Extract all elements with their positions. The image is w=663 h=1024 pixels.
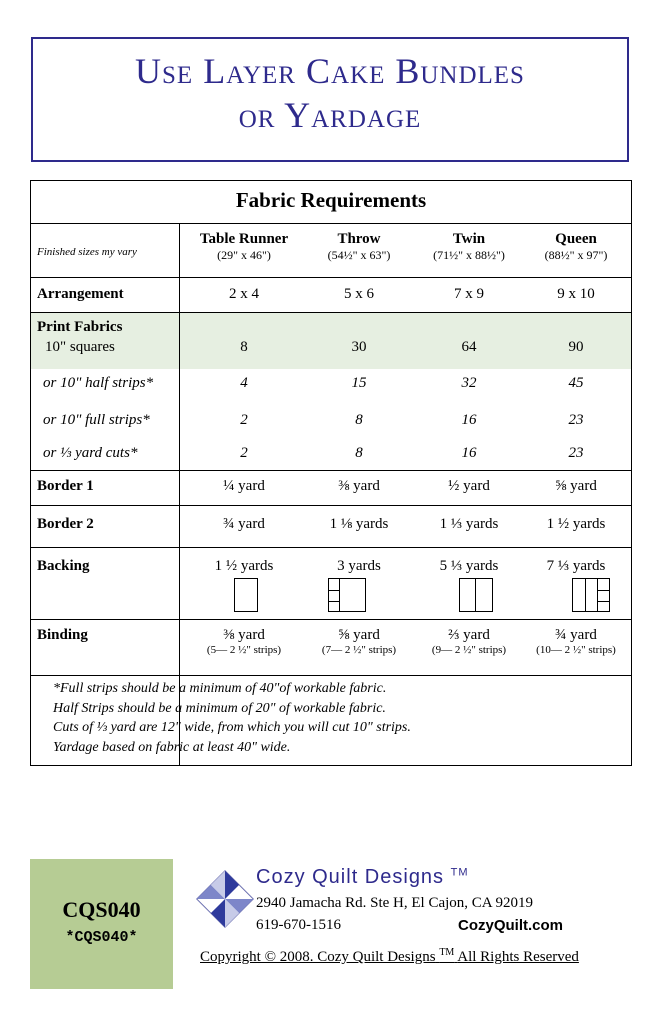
table-cell: ⅔ yard (9— 2 ½" strips) — [431, 627, 507, 656]
backing-diagram-three-panel-icon — [572, 578, 610, 612]
title-line-1: Use Layer Cake Bundles — [135, 51, 525, 91]
column-header: Twin (71½" x 88½") — [433, 231, 505, 262]
table-cell: 2 — [240, 412, 248, 428]
row-label-border-2: Border 2 — [37, 516, 94, 532]
footnote: *Full strips should be a minimum of 40"of workable fabric. — [53, 681, 387, 696]
copyright: Copyright © 2008. Cozy Quilt Designs ™ All Rights Reserved — [200, 947, 579, 965]
table-cell: 64 — [461, 339, 477, 355]
table-cell: 32 — [461, 375, 477, 391]
table-cell: 16 — [461, 445, 477, 461]
table-cell: ¾ yard — [223, 516, 265, 532]
barcode-text: *CQS040* — [65, 929, 138, 946]
row-label-border-1: Border 1 — [37, 478, 94, 494]
row-label-squares: 10" squares — [45, 339, 115, 355]
table-cell: ⅜ yard (5— 2 ½" strips) — [206, 627, 282, 656]
column-header: Table Runner (29" x 46") — [199, 231, 289, 262]
fabric-requirements-table — [30, 180, 632, 766]
table-cell: ¼ yard — [223, 478, 265, 494]
table-cell: 8 — [355, 412, 363, 428]
table-cell: 1 ⅛ yards — [329, 516, 389, 532]
company-website[interactable]: CozyQuilt.com — [458, 917, 564, 934]
table-cell: 1 ½ yards — [546, 516, 606, 532]
company-phone: 619-670-1516 — [256, 917, 341, 933]
column-header: Throw (54½" x 63") — [327, 231, 391, 262]
footnote: Half Strips should be a minimum of 20" of workable fabric. — [53, 700, 386, 716]
table-cell: ½ yard — [448, 478, 490, 494]
backing-diagram-split-panel-icon — [459, 578, 493, 612]
product-code-box — [30, 859, 173, 989]
table-cell: ⅜ yard — [338, 478, 380, 494]
table-cell: 9 x 10 — [557, 286, 595, 302]
table-heading: Fabric Requirements — [235, 188, 427, 212]
table-cell: 7 ⅓ yards — [546, 558, 606, 574]
column-header: Queen (88½" x 97") — [544, 231, 608, 262]
table-cell: 1 ½ yards — [214, 558, 274, 574]
table-cell: 3 yards — [337, 558, 381, 574]
row-label-binding: Binding — [37, 627, 88, 643]
table-cell: 15 — [351, 375, 367, 391]
table-cell: 23 — [568, 445, 584, 461]
table-cell: 1 ⅓ yards — [439, 516, 499, 532]
title-box — [31, 37, 629, 162]
table-cell: 2 — [240, 445, 248, 461]
row-label-arrangement: Arrangement — [37, 286, 124, 302]
footnote: Cuts of ⅓ yard are 12" wide, from which you will cut 10" strips. — [53, 720, 411, 735]
table-cell: ⅝ yard (7— 2 ½" strips) — [321, 627, 397, 656]
row-label-backing: Backing — [37, 558, 90, 574]
table-cell: 90 — [568, 339, 584, 355]
row-label-print-fabrics: Print Fabrics — [37, 319, 123, 335]
table-cell: ⅝ yard — [555, 478, 597, 494]
pinwheel-logo-icon — [196, 870, 254, 928]
title-line-2: or Yardage — [238, 95, 422, 135]
table-cell: 7 x 9 — [454, 286, 484, 302]
backing-diagram-two-panel-icon — [328, 578, 366, 612]
footnote: Yardage based on fabric at least 40" wide. — [53, 739, 291, 755]
table-cell: 16 — [461, 412, 477, 428]
row-label-third-yard: or ⅓ yard cuts* — [43, 445, 138, 461]
footnotes — [53, 679, 411, 757]
row-label-half-strips: or 10" half strips* — [43, 375, 154, 391]
trademark: TM — [450, 866, 469, 879]
table-cell: 30 — [351, 339, 367, 355]
row-label-full-strips: or 10" full strips* — [43, 412, 150, 428]
backing-diagram-one-panel-icon — [234, 578, 258, 612]
company-name: Cozy Quilt Designs ™ — [256, 866, 469, 888]
table-cell: 8 — [355, 445, 363, 461]
table-cell: 45 — [568, 375, 584, 391]
table-cell: 5 x 6 — [344, 286, 374, 302]
sizes-note: Finished sizes my vary — [37, 246, 137, 258]
product-code: CQS040 — [62, 897, 141, 922]
table-cell: 4 — [240, 375, 248, 391]
table-cell: ¾ yard (10— 2 ½" strips) — [536, 627, 616, 656]
table-cell: 23 — [568, 412, 584, 428]
company-address: 2940 Jamacha Rd. Ste H, El Cajon, CA 92019 — [256, 895, 534, 911]
table-cell: 5 ⅓ yards — [439, 558, 499, 574]
table-cell: 2 x 4 — [229, 286, 259, 302]
table-cell: 8 — [240, 339, 248, 355]
